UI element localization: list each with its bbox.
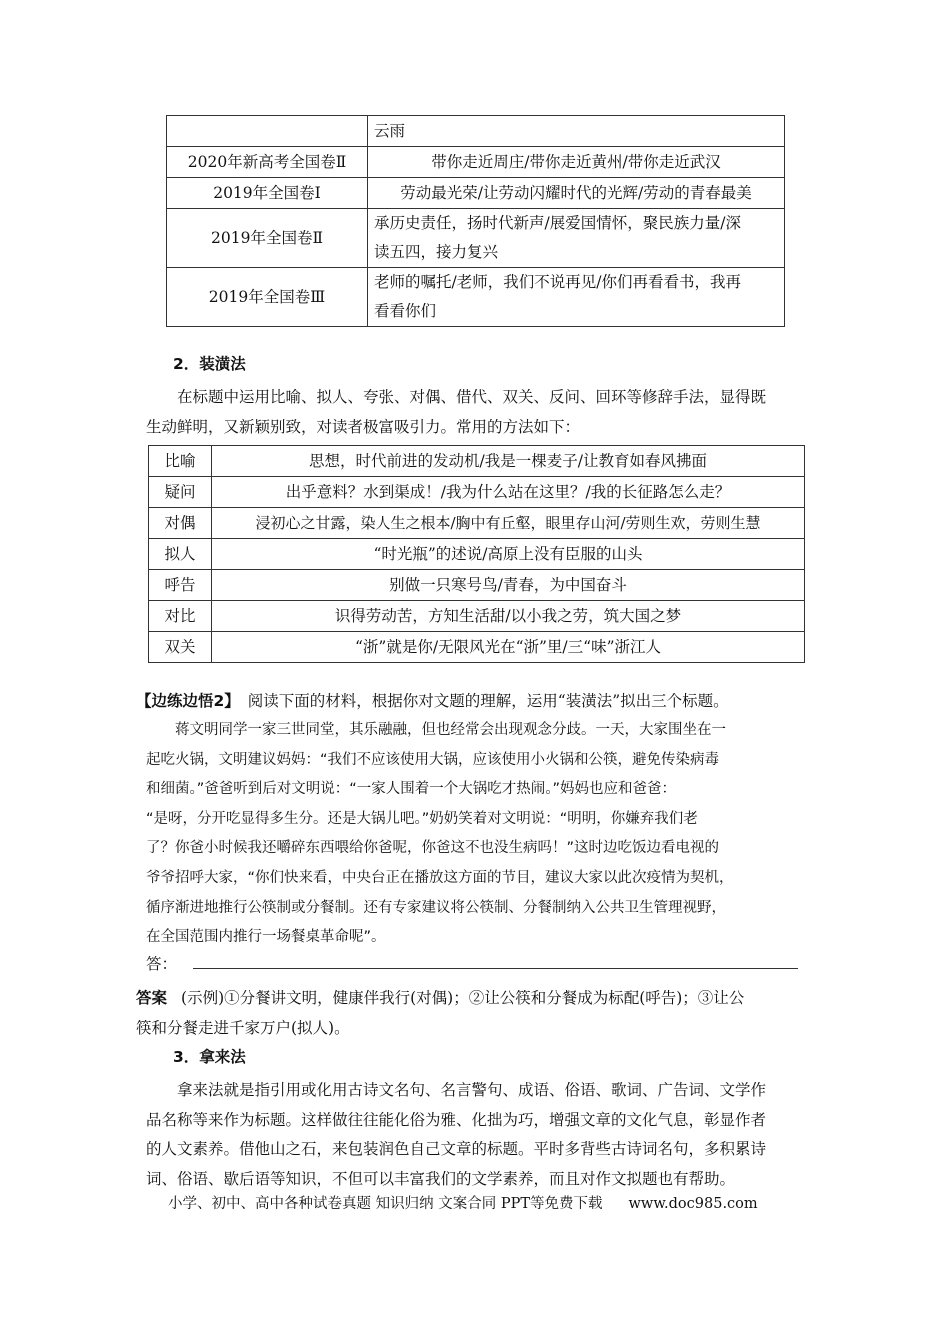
material-line: 起吃火锅，文明建议妈妈：“我们不应该使用大锅，应该使用小火锅和公筷，避免传染病毒 bbox=[146, 751, 720, 768]
answer-text: (示例)①分餐讲文明，健康伴我行(对偶)；②让公筷和分餐成为标配(呼告)；③让公 bbox=[181, 989, 745, 1007]
answer-text: 筷和分餐走进千家万户(拟人)。 bbox=[136, 1018, 350, 1037]
titles-line: 老师的嘱托/老师，我们不说再见/你们再看看书，我再 bbox=[374, 273, 741, 291]
exam-cell bbox=[167, 116, 368, 147]
table-row bbox=[167, 116, 785, 147]
exam-cell: 2019年全国卷Ⅰ bbox=[167, 178, 368, 209]
table-row bbox=[149, 570, 805, 601]
table-row bbox=[149, 539, 805, 570]
device-cell: 双关 bbox=[149, 632, 212, 663]
footer-url[interactable]: www.doc985.com bbox=[628, 1196, 758, 1212]
section-heading: 2．装潢法 bbox=[173, 355, 246, 373]
table-row bbox=[167, 147, 785, 178]
exam-cell: 2019年全国卷Ⅲ bbox=[167, 268, 368, 327]
section-intro bbox=[146, 383, 814, 442]
examples-cell: 别做一只寒号鸟/青春，为中国奋斗 bbox=[212, 570, 805, 601]
answer-blank bbox=[146, 952, 798, 974]
device-cell: 疑问 bbox=[149, 477, 212, 508]
material-line: 在全国范围内推行一场餐桌革命呢”。 bbox=[146, 929, 386, 946]
exam-cell: 2019年全国卷Ⅱ bbox=[167, 209, 368, 268]
material-line: 爷爷招呼大家，“你们快来看，中央台正在播放这方面的节目，建议大家以此次疫情为契机， bbox=[146, 869, 734, 886]
device-cell: 对偶 bbox=[149, 508, 212, 539]
answer-line[interactable] bbox=[193, 952, 798, 969]
titles-cell bbox=[368, 209, 785, 268]
section3-body bbox=[146, 1076, 818, 1194]
material-line: 蒋文明同学一家三世同堂，其乐融融，但也经常会出现观念分歧。一天，大家围坐在一 bbox=[175, 722, 726, 738]
answer-block bbox=[136, 984, 816, 1043]
answer-label: 答案 bbox=[136, 989, 168, 1007]
table-row bbox=[167, 178, 785, 209]
titles-cell: 劳动最光荣/让劳动闪耀时代的光辉/劳动的青春最美 bbox=[368, 178, 785, 209]
device-cell: 对比 bbox=[149, 601, 212, 632]
table-row bbox=[149, 601, 805, 632]
exercise-instruction: 阅读下面的材料，根据你对文题的理解，运用“装潢法”拟出三个标题。 bbox=[247, 692, 729, 710]
table-row bbox=[149, 632, 805, 663]
body-line: 品名称等来作为标题。这样做往往能化俗为雅、化拙为巧，增强文章的文化气息，彰显作者 bbox=[146, 1110, 767, 1129]
examples-cell: 思想，时代前进的发动机/我是一棵麦子/让教育如春风拂面 bbox=[212, 446, 805, 477]
titles-line: 看看你们 bbox=[374, 302, 437, 320]
table-row bbox=[149, 508, 805, 539]
section-heading: 3．拿来法 bbox=[173, 1048, 246, 1066]
examples-cell: 浸初心之甘露，染人生之根本/胸中有丘壑，眼里存山河/劳则生欢，劳则生慧 bbox=[212, 508, 805, 539]
titles-line: 读五四，接力复兴 bbox=[374, 243, 499, 261]
device-cell: 呼告 bbox=[149, 570, 212, 601]
material-line: “是呀，分开吃显得多生分。还是大锅儿吧。”奶奶笑着对文明说：“明明，你嫌弃我们老 bbox=[146, 810, 698, 827]
titles-cell: 云雨 bbox=[368, 116, 785, 147]
exam-titles-table bbox=[166, 115, 785, 327]
exam-cell: 2020年新高考全国卷Ⅱ bbox=[167, 147, 368, 178]
answer-prompt: 答： bbox=[146, 955, 178, 973]
examples-cell: 识得劳动苦，方知生活甜/以小我之劳，筑大国之梦 bbox=[212, 601, 805, 632]
table-row bbox=[167, 268, 785, 327]
body-line: 的人文素养。借他山之石，来包装润色自己文章的标题。平时多背些古诗词名句，多积累诗 bbox=[146, 1140, 767, 1158]
table-row bbox=[149, 446, 805, 477]
device-cell: 比喻 bbox=[149, 446, 212, 477]
footer bbox=[168, 1192, 758, 1213]
examples-cell: “浙”就是你/无限风光在“浙”里/三“味”浙江人 bbox=[212, 632, 805, 663]
exercise-label: 【边练边悟2】 bbox=[136, 692, 240, 710]
examples-cell: “时光瓶”的述说/高原上没有臣服的山头 bbox=[212, 539, 805, 570]
exercise-prompt bbox=[136, 686, 816, 716]
titles-line: 承历史责任，扬时代新声/展爱国情怀，聚民族力量/深 bbox=[374, 214, 741, 232]
material-line: 了？你爸小时候我还嚼碎东西喂给你爸呢，你爸这不也没生病吗！”这时边吃饭边看电视的 bbox=[146, 840, 720, 857]
rhetoric-table bbox=[148, 445, 805, 663]
intro-line: 在标题中运用比喻、拟人、夸张、对偶、借代、双关、反问、回环等修辞手法，显得既 bbox=[177, 388, 767, 406]
body-line: 拿来法就是指引用或化用古诗文名句、名言警句、成语、俗语、歌词、广告词、文学作 bbox=[177, 1081, 767, 1099]
material-line: 和细菌。”爸爸听到后对文明说：“一家人围着一个大锅吃才热闹。”妈妈也应和爸爸： bbox=[146, 781, 677, 798]
material-line: 循序渐进地推行公筷制或分餐制。还有专家建议将公筷制、分餐制纳入公共卫生管理视野， bbox=[146, 899, 726, 916]
titles-cell: 带你走近周庄/带你走近黄州/带你走近武汉 bbox=[368, 147, 785, 178]
exercise-material bbox=[146, 716, 818, 953]
titles-cell bbox=[368, 268, 785, 327]
examples-cell: 出乎意料？水到渠成！/我为什么站在这里？/我的长征路怎么走？ bbox=[212, 477, 805, 508]
table-row bbox=[167, 209, 785, 268]
intro-line: 生动鲜明，又新颖别致，对读者极富吸引力。常用的方法如下： bbox=[146, 417, 581, 436]
table-row bbox=[149, 477, 805, 508]
device-cell: 拟人 bbox=[149, 539, 212, 570]
footer-text: 小学、初中、高中各种试卷真题 知识归纳 文案合同 PPT等免费下载 bbox=[168, 1196, 603, 1212]
body-line: 词、俗语、歇后语等知识，不但可以丰富我们的文学素养，而且对作文拟题也有帮助。 bbox=[146, 1169, 736, 1188]
